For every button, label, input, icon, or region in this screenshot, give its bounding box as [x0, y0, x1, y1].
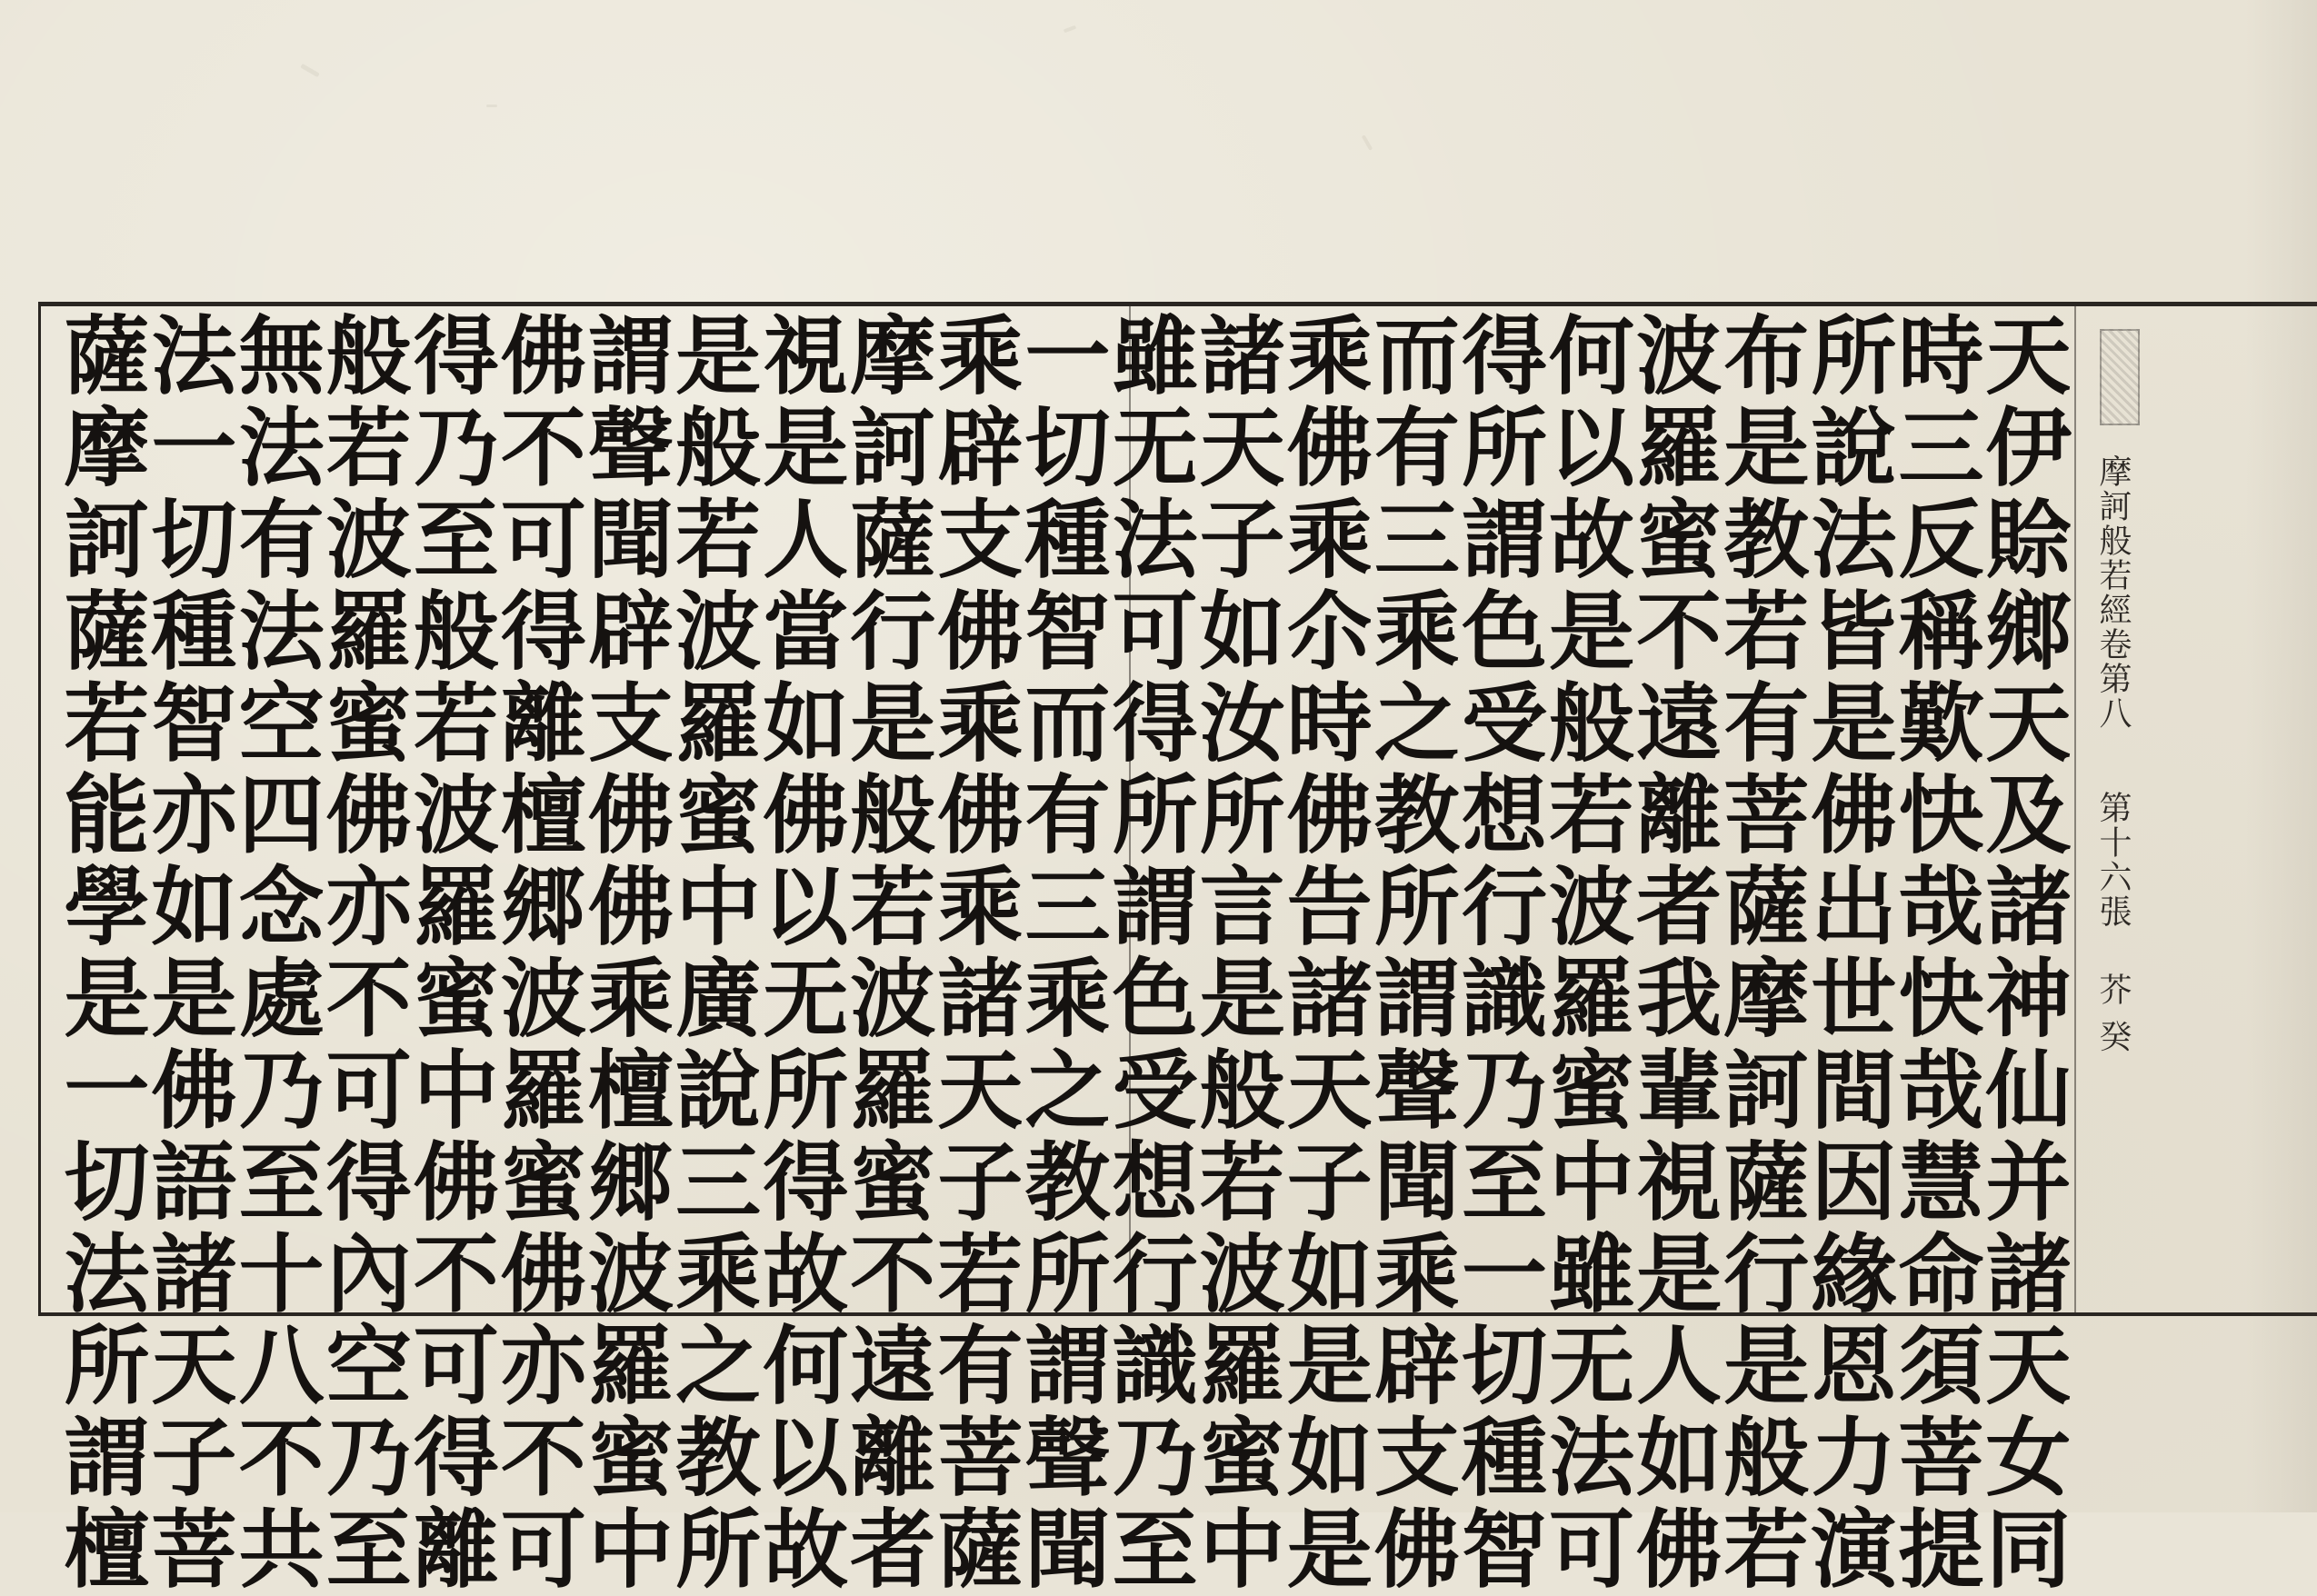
text-column-11: 雖无法可得所謂色受想行識乃至	[1097, 311, 1198, 1596]
paper-fibre	[486, 105, 497, 107]
text-column-3: 所說法皆是佛出世間因緣恩力演	[1795, 311, 1896, 1596]
text-column-18: 佛不可得離檀郷波羅蜜佛亦不可	[485, 311, 586, 1596]
margin-mark: 芥 癸	[2094, 973, 2132, 1054]
text-column-19: 得乃至般若波羅蜜中佛不可得離	[398, 311, 499, 1596]
sutra-text-block	[48, 311, 2071, 1596]
text-column-6: 何以故是般若波羅蜜中雖无法可	[1533, 311, 1634, 1596]
seal-stamp	[2100, 329, 2140, 425]
margin-title: 摩訶般若經卷第八	[2094, 454, 2132, 731]
text-column-16: 是般若波羅蜜中廣說三乘之教所	[660, 311, 761, 1596]
text-column-20: 般若波羅蜜佛亦不可得內空乃至	[311, 311, 412, 1596]
paper-fibre	[1064, 25, 1077, 34]
text-column-5: 波羅蜜不遠離者我輩視是人如佛	[1621, 311, 1722, 1596]
spine-shadow	[2245, 0, 2317, 1512]
text-column-10: 諸天子如汝所言是般若波羅蜜中	[1184, 311, 1285, 1596]
text-column-17: 謂聲聞辟支佛佛乘檀郷波羅蜜中	[573, 311, 674, 1596]
text-column-12: 一切種智而有三乘之教所謂聲聞	[1009, 311, 1110, 1596]
text-column-15: 視是人當如佛以无所得故何以故	[747, 311, 848, 1596]
paper-fibre	[300, 64, 320, 77]
text-column-23: 薩摩訶薩若能學是一切法所謂檀	[48, 311, 149, 1596]
text-column-21: 無法有法空四念處乃至十八不共	[224, 311, 325, 1596]
margin-rule	[2074, 306, 2076, 1312]
margin-page-number: 第十六張	[2094, 791, 2132, 929]
text-column-14: 摩訶薩行是般若波羅蜜不遠離者	[834, 311, 935, 1596]
text-column-4: 布是教若有菩薩摩訶薩行是般若	[1708, 311, 1809, 1596]
text-column-8: 而有三乘之教所謂聲聞乘辟支佛	[1359, 311, 1460, 1596]
text-column-2: 時三反稱歎快哉快哉慧命須菩提	[1883, 311, 1983, 1596]
text-column-13: 乘辟支佛乘佛乘諸天子若有菩薩	[922, 311, 1023, 1596]
text-column-1: 天伊賒鄉天及諸神仙并諸天女同	[1971, 311, 2071, 1596]
text-column-7: 得所謂色受想行識乃至一切種智	[1446, 311, 1547, 1596]
paper-fibre	[1362, 135, 1373, 151]
text-column-9: 乘佛乘尒時佛告諸天子如是如是	[1272, 311, 1373, 1596]
text-column-22: 法一切種智亦如是佛語諸天子菩	[136, 311, 237, 1596]
